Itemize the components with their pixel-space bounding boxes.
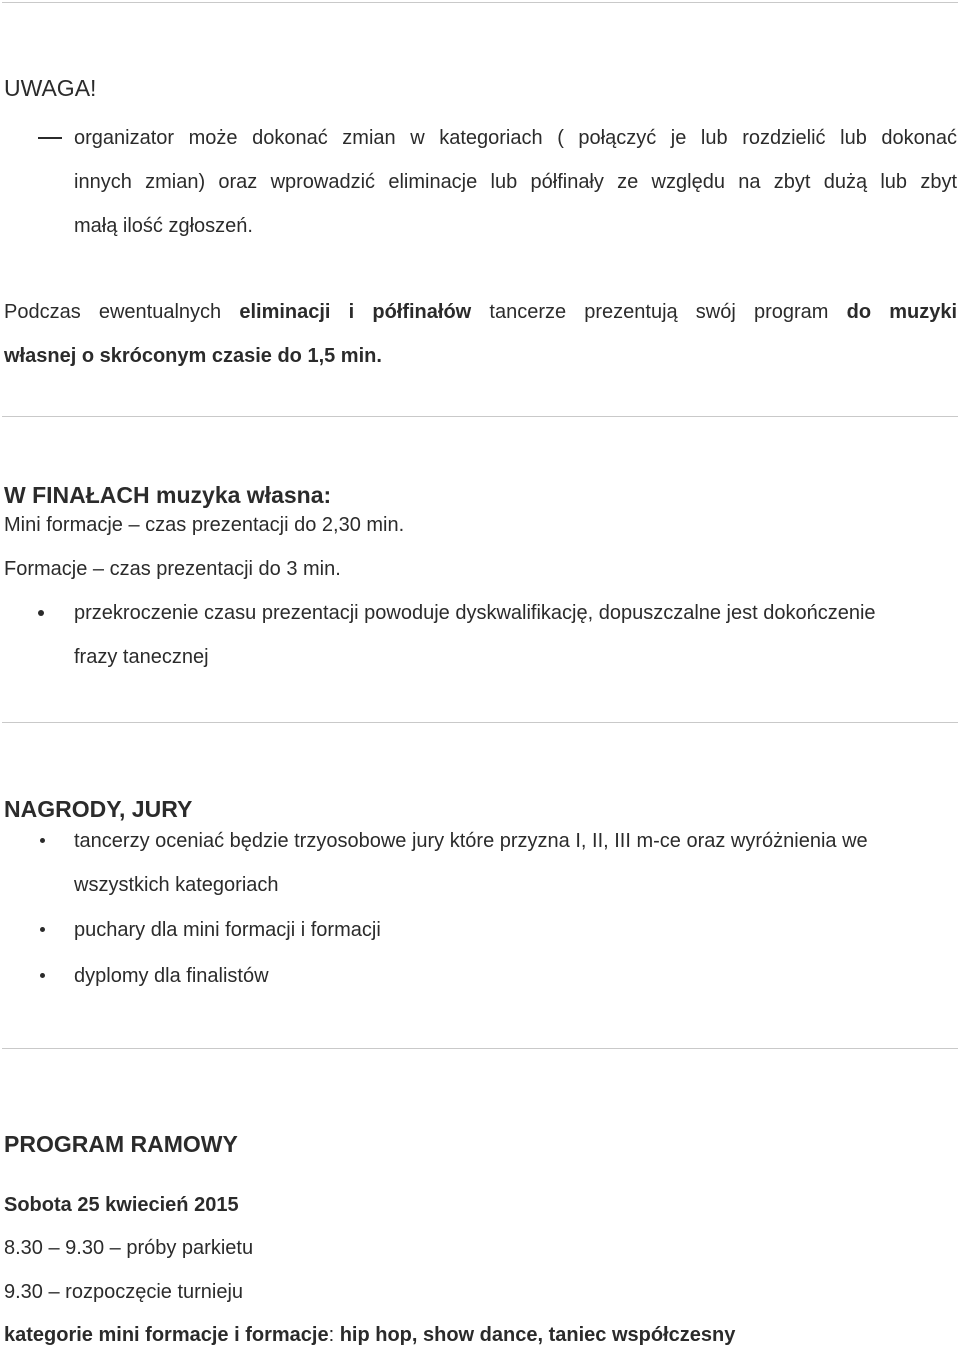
uwaga-item-line1: organizator może dokonać zmian w kategoriach ( połączyć je lub rozdzielić lub dokonać [74, 127, 957, 149]
uwaga-item-line2: innych zmian) oraz wprowadzić eliminacje lub półfinały ze względu na zbyt dużą lub zbyt [74, 171, 957, 193]
program-categories [4, 1324, 735, 1346]
bullet-icon [40, 973, 45, 978]
para-text: Podczas ewentualnych [4, 301, 240, 323]
awards-item2: puchary dla mini formacji i formacji [74, 919, 381, 941]
program-date: Sobota 25 kwiecień 2015 [4, 1194, 239, 1216]
awards-item3: dyplomy dla finalistów [74, 965, 269, 987]
bullet-icon [40, 927, 45, 932]
uwaga-heading: UWAGA! [4, 75, 97, 101]
divider [2, 416, 958, 417]
program-heading: PROGRAM RAMOWY [4, 1131, 238, 1157]
divider [2, 722, 958, 723]
awards-heading: NAGRODY, JURY [4, 796, 193, 822]
para-bold: do muzyki [846, 301, 958, 323]
para-text: tancerze prezentują swój program [471, 301, 847, 323]
uwaga-paragraph-line1 [4, 301, 957, 323]
divider [2, 1048, 958, 1049]
program-row-start: 9.30 – rozpoczęcie turnieju [4, 1281, 244, 1303]
program-row-rehearsal: 8.30 – 9.30 – próby parkietu [4, 1237, 254, 1259]
bullet-icon [38, 610, 44, 616]
finals-formations: Formacje – czas prezentacji do 3 min. [4, 558, 341, 580]
categories-label: kategorie mini formacje i formacje [4, 1324, 329, 1346]
para-bold: eliminacji i półfinałów [239, 301, 472, 323]
divider [2, 2, 958, 3]
finals-heading: W FINAŁACH muzyka własna: [4, 482, 332, 508]
categories-value: hip hop, show dance, taniec współczesny [339, 1324, 736, 1346]
categories-separator: : [328, 1324, 340, 1346]
uwaga-paragraph-line2: własnej o skróconym czasie do 1,5 min. [4, 345, 382, 367]
finals-bullet-line2: frazy tanecznej [74, 646, 209, 668]
awards-item1-line1: tancerzy oceniać będzie trzyosobowe jury które przyzna I, II, III m-ce oraz wyróżnienia we [74, 830, 868, 852]
bullet-icon [40, 838, 45, 843]
finals-bullet-line1: przekroczenie czasu prezentacji powoduje dyskwalifikację, dopuszczalne jest dokończenie [74, 602, 876, 624]
uwaga-item-line3: małą ilość zgłoszeń. [74, 215, 253, 237]
finals-mini-formations: Mini formacje – czas prezentacji do 2,30 min. [4, 514, 405, 536]
awards-item1-line2: wszystkich kategoriach [74, 874, 279, 896]
dash-bullet-icon [38, 137, 62, 139]
